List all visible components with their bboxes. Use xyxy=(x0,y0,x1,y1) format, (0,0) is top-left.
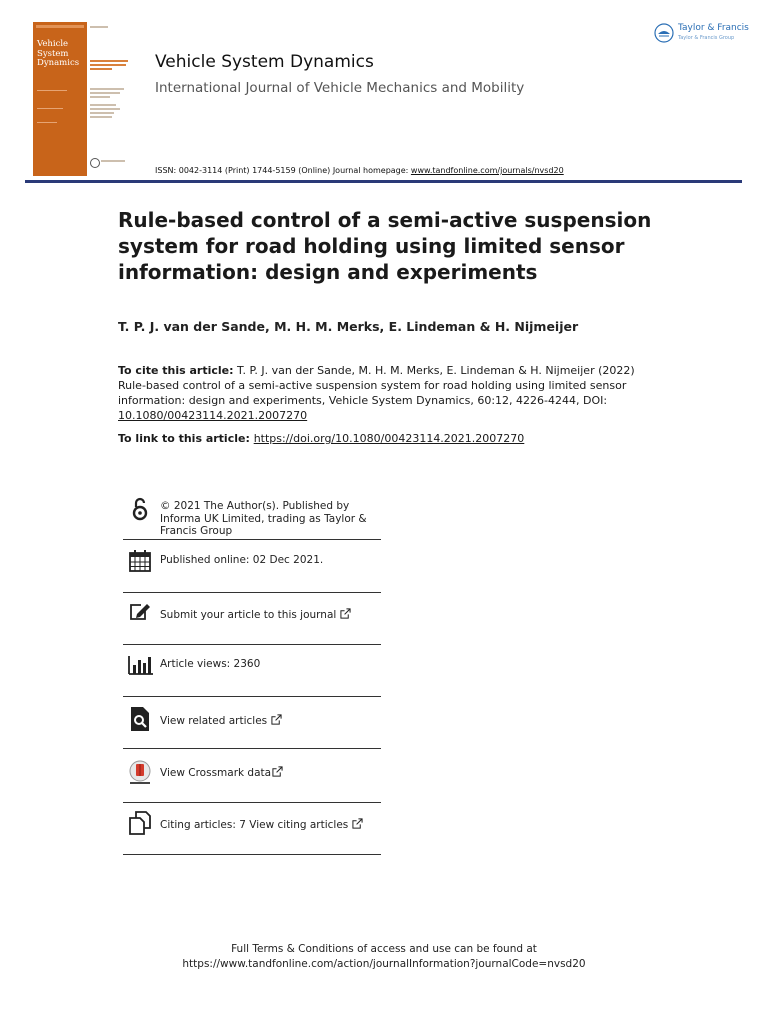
open-access-text: © 2021 The Author(s). Published by Informa UK Limited, trading as Taylor & Francis Group xyxy=(160,500,367,537)
edit-icon xyxy=(127,600,153,626)
citation-block xyxy=(118,363,658,423)
crossmark-link[interactable]: View Crossmark data xyxy=(160,766,385,780)
terms-url[interactable]: https://www.tandfonline.com/action/journalInformation?journalCode=nvsd20 xyxy=(182,958,586,970)
doi-link[interactable]: 10.1080/00423114.2021.2007270 xyxy=(118,409,308,422)
article-title: Rule-based control of a semi-active suspension system for road holding using limited sensor information: design and experiments xyxy=(118,208,652,284)
cite-text: T. P. J. van der Sande, M. H. M. Merks, E. Lindeman & H. Nijmeijer (2022) Rule-based control of a semi-active suspension system for road holding using limited sensor information: design and experiments, Vehicle System Dynamics, 60:12, 4226-4244, DOI: xyxy=(118,364,635,407)
journal-cover xyxy=(33,22,87,176)
related-articles-icon xyxy=(127,706,153,732)
publisher-name: Taylor & Francis xyxy=(678,23,749,33)
issn-text: ISSN: 0042-3114 (Print) 1744-5159 (Online) Journal homepage: xyxy=(155,166,411,175)
journal-homepage-link[interactable]: www.tandfonline.com/journals/nvsd20 xyxy=(410,166,564,175)
taylor-francis-logo[interactable] xyxy=(654,21,750,47)
terms-text: Full Terms & Conditions of access and use can be found at xyxy=(231,943,537,955)
terms-footer xyxy=(0,942,768,972)
publisher-mini-logo-icon xyxy=(90,158,100,168)
crossmark-icon xyxy=(127,760,153,786)
journal-title: Vehicle System Dynamics xyxy=(155,52,374,72)
header-divider xyxy=(25,180,742,183)
journal-subtitle: International Journal of Vehicle Mechanics and Mobility xyxy=(155,80,525,96)
calendar-icon xyxy=(127,548,153,574)
open-access-icon xyxy=(127,496,153,522)
external-link-icon xyxy=(271,714,282,725)
cover-contents-strip xyxy=(88,22,138,176)
taylor-francis-logo-icon xyxy=(654,23,674,43)
related-articles-link[interactable]: View related articles xyxy=(160,714,385,728)
external-link-icon xyxy=(352,818,363,829)
publisher-group: Taylor & Francis Group xyxy=(678,35,735,41)
article-doi-url[interactable]: https://doi.org/10.1080/00423114.2021.2007270 xyxy=(253,432,525,445)
external-link-icon xyxy=(340,608,351,619)
article-authors: T. P. J. van der Sande, M. H. M. Merks, E. Lindeman & H. Nijmeijer xyxy=(118,319,579,334)
cover-title: Vehicle System Dynamics xyxy=(37,39,80,68)
cite-label: To cite this article: xyxy=(118,364,234,377)
article-link-block xyxy=(118,432,524,445)
citing-articles-link[interactable]: Citing articles: 7 View citing articles xyxy=(160,818,385,832)
link-label: To link to this article: xyxy=(118,432,254,445)
published-date: Published online: 02 Dec 2021. xyxy=(160,554,324,566)
submit-article-link[interactable]: Submit your article to this journal xyxy=(160,608,385,622)
bar-chart-icon xyxy=(127,652,153,678)
external-link-icon xyxy=(272,766,283,777)
citing-articles-icon xyxy=(127,810,153,836)
issn-line xyxy=(155,166,564,175)
article-views: Article views: 2360 xyxy=(160,658,261,670)
